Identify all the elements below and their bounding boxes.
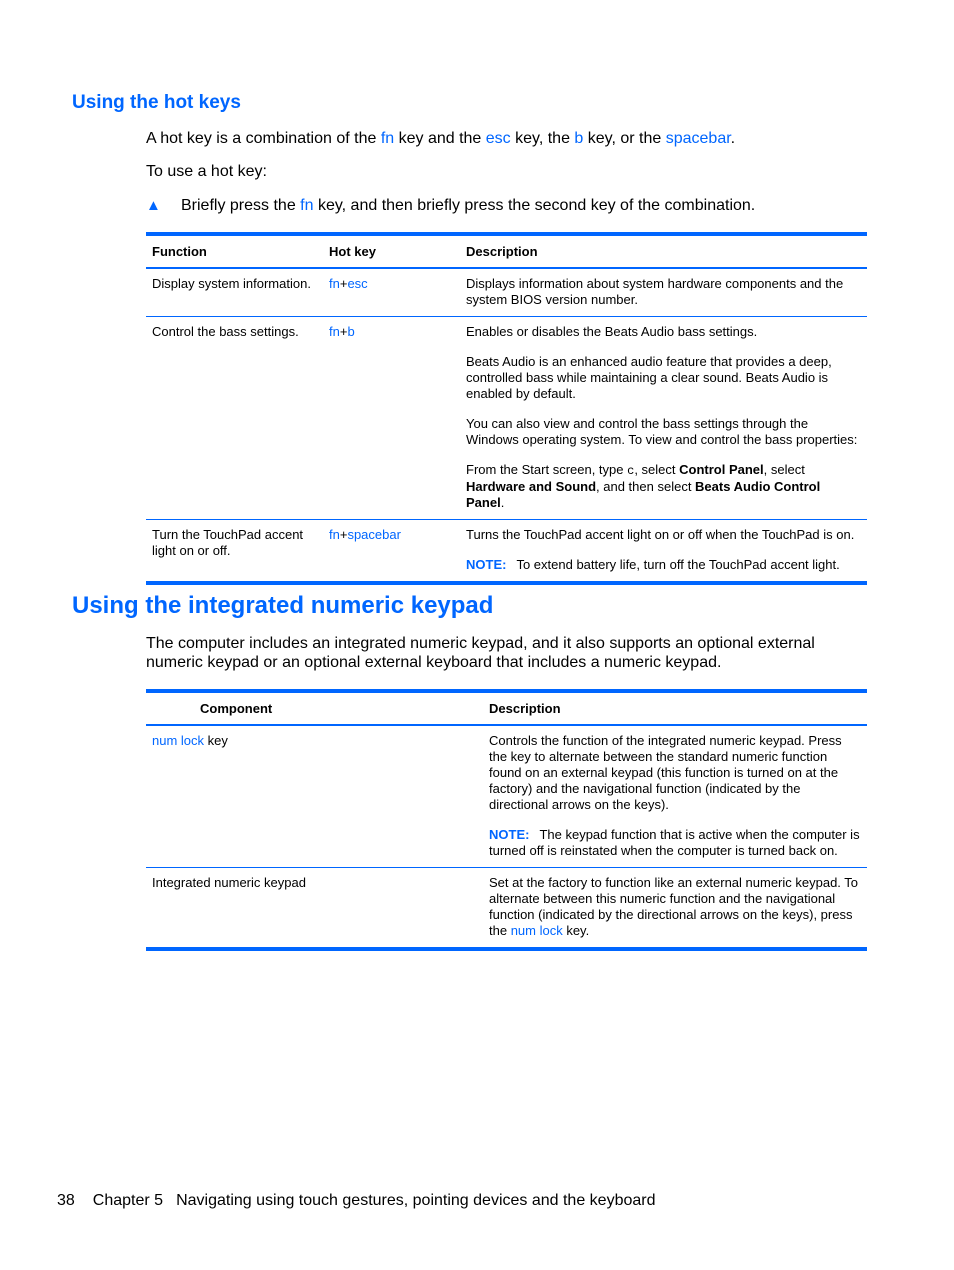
note-label: NOTE: [466,557,507,572]
numeric-keypad-table [146,689,867,951]
function-cell: Control the bass settings. [146,317,323,520]
table-header-row [146,234,867,268]
description-cell: Displays information about system hardware components and the system BIOS version number. [460,268,867,317]
table-row [146,317,867,520]
hot-keys-intro: A hot key is a combination of the fn key and the esc key, the b key, or the spacebar. [146,130,736,147]
note: NOTE: The keypad function that is active when the computer is turned off is reinstated when the computer is turned back on. [489,827,860,858]
key-spacebar: spacebar [665,130,731,147]
numeric-keypad-intro: The computer includes an integrated numeric keypad, and it also supports an optional external numeric keypad or an optional external keyboard that includes a numeric keypad. [146,635,815,671]
table-row [146,868,867,950]
key-esc: esc [485,130,511,147]
note: NOTE: To extend battery life, turn off the TouchPad accent light. [466,557,840,572]
page-number: 38 [57,1192,75,1209]
to-use-hot-key-text: To use a hot key: [146,163,267,180]
component-cell: Integrated numeric keypad [146,868,483,950]
instruction-step-text: Briefly press the fn key, and then briefly press the second key of the combination. [181,197,756,214]
table-row [146,520,867,584]
hot-keys-table [146,232,867,585]
triangle-bullet-icon: ▲ [146,197,161,214]
key-fn: fn [380,130,395,147]
description-cell: Controls the function of the integrated numeric keypad. Press the key to alternate between the standard numeric function found on an external keypad (this function is turned on at the factory) and the navigational function (indicated by the directional arrows on the keys). NOTE: The keypad function that is active when the computer is turned off is reinstated when the computer is turned back on. [483,725,867,868]
key-b: b [574,130,584,147]
table-header-row [146,691,867,725]
component-cell: num lock key [146,725,483,868]
chapter-title: Navigating using touch gestures, pointing devices and the keyboard [176,1192,656,1209]
chapter-label: Chapter 5 [92,1192,164,1209]
note-label: NOTE: [489,827,530,842]
column-header-hot-key: Hot key [323,234,460,268]
page-footer [57,1192,655,1210]
section-heading-numeric-keypad: Using the integrated numeric keypad [72,592,494,619]
key-fn: fn [300,197,314,214]
description-cell: Enables or disables the Beats Audio bass settings. Beats Audio is an enhanced audio feature that provides a deep, controlled bass while maintaining a clear sound. Beats Audio is enabled by default. You can also view and control the bass settings through the Windows operating system. To view and control the bass properties: From the Start screen, type c, select Control Panel, select Hardware and Sound, and then select Beats Audio Control Panel. [460,317,867,520]
table-row [146,725,867,868]
hot-key-cell: fn+spacebar [323,520,460,584]
function-cell: Turn the TouchPad accent light on or off. [146,520,323,584]
section-heading-hot-keys: Using the hot keys [72,92,241,113]
description-cell: Turns the TouchPad accent light on or off when the TouchPad is on. NOTE: To extend battery life, turn off the TouchPad accent light. [460,520,867,584]
column-header-description: Description [483,691,867,725]
column-header-component: Component [146,691,483,725]
column-header-description: Description [460,234,867,268]
table-row [146,268,867,317]
description-cell: Set at the factory to function like an external numeric keypad. To alternate between this numeric function and the navigational function (indicated by the directional arrows on the keys), press the num lock key. [483,868,867,950]
column-header-function: Function [146,234,323,268]
hot-key-cell: fn+esc [323,268,460,317]
function-cell: Display system information. [146,268,323,317]
hot-key-cell: fn+b [323,317,460,520]
